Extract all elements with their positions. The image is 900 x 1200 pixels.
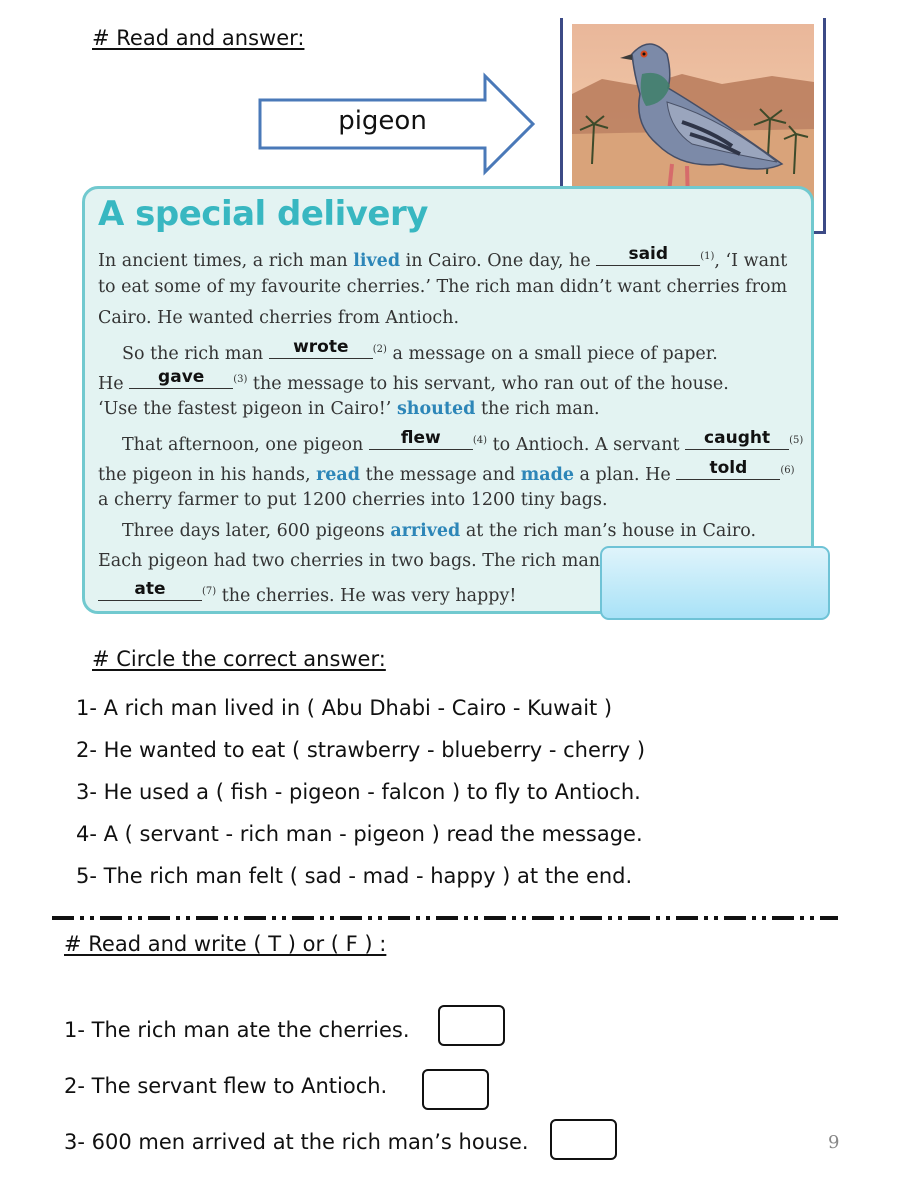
story-line-1 [98,246,787,271]
blank-4 [369,430,473,450]
text: In ancient times, a rich man [98,251,354,271]
text: to eat some of my favourite cherries.’ The rich man didn’t want cherries from [98,277,788,297]
blank-number: (4) [472,435,488,447]
keyword: made [520,465,574,485]
true-false-heading: # Read and write ( T ) or ( F ) : [64,932,387,956]
answer-4: flew [400,428,441,448]
text: ‘Use the fastest pigeon in Cairo!’ [98,399,397,419]
text: He [98,374,130,394]
blank-number: (6) [780,465,795,477]
tf-answer-box-2[interactable] [422,1069,489,1110]
question-2: 2- He wanted to eat ( strawberry - blueberry - cherry ) [76,738,646,762]
blank-2 [269,339,373,359]
story-line-10 [122,521,756,541]
story-line-3 [98,308,459,328]
answer-1: said [628,244,669,264]
story-line-9 [98,490,608,510]
tf-statement-2: 2- The servant flew to Antioch. [64,1074,388,1098]
text: the message and [360,465,521,485]
blank-5 [685,430,789,450]
read-and-answer-heading: # Read and answer: [92,26,305,50]
story-line-7 [122,430,803,455]
page-number: 9 [828,1132,840,1153]
blank-number: (1) [700,251,715,263]
keyword: shouted [396,399,476,419]
text: the message to his servant, who ran out of the house. [247,374,729,394]
tf-statement-3: 3- 600 men arrived at the rich man’s house. [64,1130,529,1154]
blank-7 [98,581,202,601]
text: Cairo. He wanted cherries from Antioch. [98,308,460,328]
text: at the rich man’s house in Cairo. [460,521,757,541]
story-line-11 [98,551,600,571]
text: Each pigeon had two cherries in two bags. The rich man [98,551,601,571]
answer-6: told [709,458,748,478]
tf-answer-box-1[interactable] [438,1005,505,1046]
answer-3: gave [158,367,205,387]
dash-dot-divider [52,912,838,924]
story-line-12 [98,581,516,606]
question-1: 1- A rich man lived in ( Abu Dhabi - Cairo - Kuwait ) [76,696,613,720]
keyword: lived [353,251,401,271]
blank-number: (5) [789,435,804,447]
answer-2: wrote [293,337,349,357]
text: the rich man. [475,399,600,419]
text: a cherry farmer to put 1200 cherries into 1200 tiny bags. [98,490,608,510]
blank-answer-box [600,546,830,620]
text: , ‘I want [714,251,788,271]
arrow-word: pigeon [338,106,427,136]
blank-number: (7) [202,586,217,598]
question-5: 5- The rich man felt ( sad - mad - happy ) at the end. [76,864,633,888]
answer-7: ate [134,579,166,599]
blank-3 [129,369,233,389]
blank-1 [596,246,700,266]
text: in Cairo. One day, he [400,251,597,271]
blank-number: (2) [372,344,387,356]
circle-answer-heading: # Circle the correct answer: [92,647,386,671]
blank-6 [676,460,780,480]
tf-statement-1: 1- The rich man ate the cherries. [64,1018,410,1042]
story-title: A special delivery [98,194,428,234]
text: That afternoon, one pigeon [122,435,369,455]
text: the pigeon in his hands, [98,465,317,485]
blank-number: (3) [233,374,248,386]
keyword: read [316,465,361,485]
story-line-6 [98,399,600,419]
story-line-4 [122,339,718,364]
answer-5: caught [704,428,771,448]
text: So the rich man [122,344,269,364]
text: the cherries. He was very happy! [216,586,517,606]
keyword: arrived [390,521,461,541]
text: a plan. He [573,465,677,485]
text: a message on a small piece of paper. [386,344,718,364]
tf-answer-box-3[interactable] [550,1119,617,1160]
question-4: 4- A ( servant - rich man - pigeon ) read the message. [76,822,643,846]
story-line-5 [98,369,729,394]
story-line-8 [98,460,795,485]
question-3: 3- He used a ( fish - pigeon - falcon ) to fly to Antioch. [76,780,641,804]
text: Three days later, 600 pigeons [122,521,391,541]
story-line-2 [98,277,787,297]
text: to Antioch. A servant [487,435,686,455]
